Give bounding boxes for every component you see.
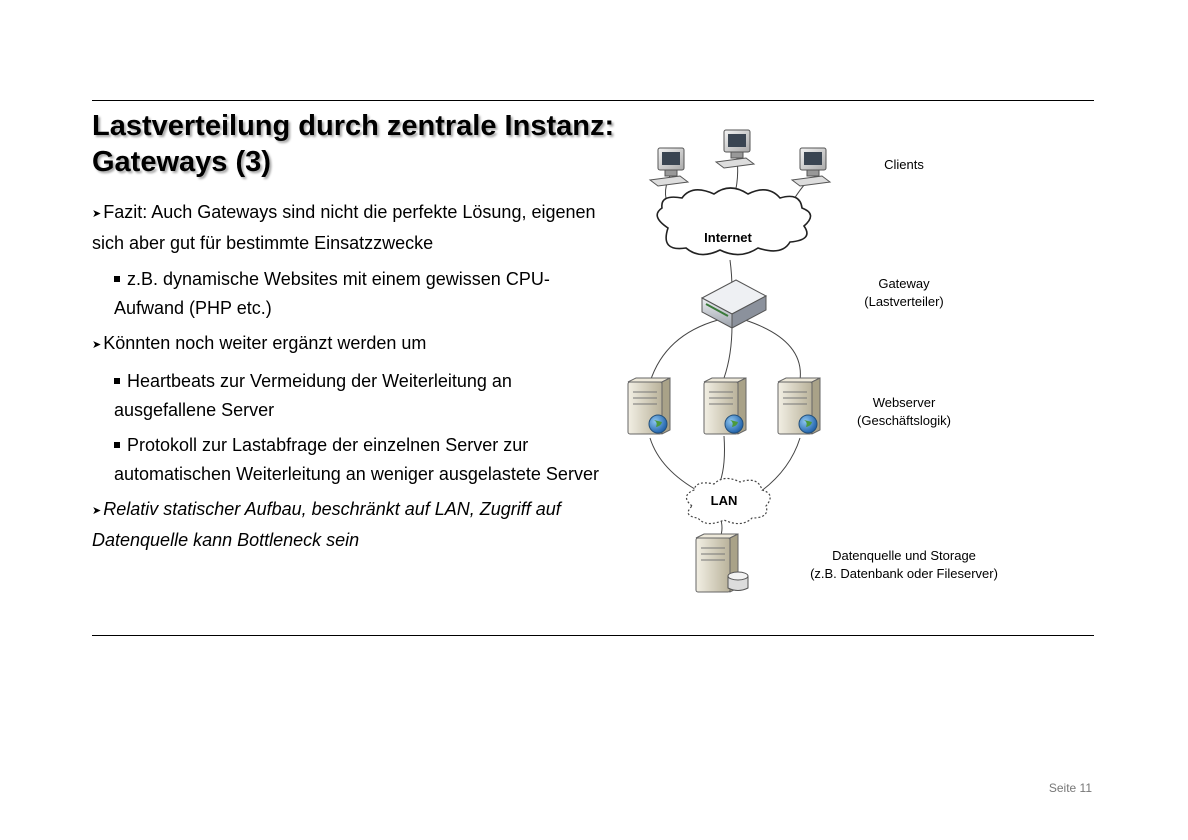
bullet-level2 [114,265,602,323]
slide-title [92,108,692,180]
lan-cloud-icon [686,478,770,523]
bullet-level1 [92,495,602,555]
gateway-label-line1: Gateway [878,276,930,291]
bullet-text: Könnten noch weiter ergänzt werden um [103,333,427,353]
title-line-1: Lastverteilung durch zentrale Instanz: [92,110,615,142]
lan-label: LAN [710,493,738,508]
bullet-level2 [114,367,602,425]
bullet-text: Fazit: Auch Gateways sind nicht die perfekte Lösung, eigenen sich aber gut für bestimmte Einsatzzwecke [92,202,596,253]
bottom-rule [92,635,1094,636]
bullet-text: Relativ statischer Aufbau, beschränkt auf LAN, Zugriff auf Datenquelle kann Bottleneck sein [92,499,561,550]
arrow-bullet-icon: ➤ [92,505,102,517]
webserver-icon [628,378,670,434]
webserver-label-line1: Webserver [872,395,936,410]
square-bullet-icon [114,378,120,384]
gateway-label-line2: (Lastverteiler) [864,294,944,309]
bullet-text: Protokoll zur Lastabfrage der einzelnen Server zur automatischen Weiterleitung an weniger ausgelastete Server [114,435,599,484]
arrow-bullet-icon: ➤ [92,208,102,220]
client-computer-icon [792,148,830,186]
page-number: Seite 11 [1048,781,1092,795]
bullet-text: z.B. dynamische Websites mit einem gewissen CPU-Aufwand (PHP etc.) [114,269,550,318]
datasource-label-line2: (z.B. Datenbank oder Fileserver) [810,566,998,581]
square-bullet-icon [114,442,120,448]
bullet-level2 [114,431,602,489]
slide-body [92,198,602,562]
webserver-icon [704,378,746,434]
clients-label: Clients [884,157,924,172]
webserver-icon [778,378,820,434]
square-bullet-icon [114,276,120,282]
top-rule [92,100,1094,101]
client-computer-icon [650,148,688,186]
database-server-icon [696,534,748,592]
webserver-label-line2: (Geschäftslogik) [857,413,951,428]
network-diagram [620,120,1060,610]
bullet-level1 [92,329,602,360]
bullet-text: Heartbeats zur Vermeidung der Weiterleitung an ausgefallene Server [114,371,512,420]
internet-cloud-icon [657,188,810,255]
database-cylinder-icon [728,572,748,591]
title-line-2: Gateways (3) [92,146,271,178]
arrow-bullet-icon: ➤ [92,339,102,351]
datasource-label-line1: Datenquelle und Storage [832,548,976,563]
internet-label: Internet [704,230,752,245]
bullet-level1 [92,198,602,258]
client-computer-icon [716,130,754,168]
gateway-router-icon [702,280,766,328]
